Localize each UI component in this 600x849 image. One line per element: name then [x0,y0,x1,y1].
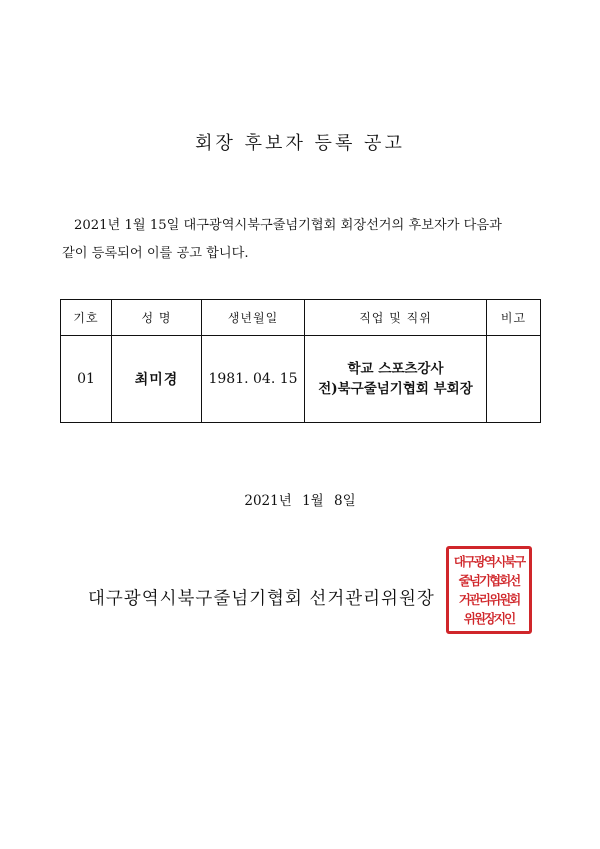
official-seal [446,546,532,634]
notice-text [62,212,540,268]
header-note: 비고 [487,300,541,336]
cell-note [487,336,541,423]
header-number: 기호 [61,300,112,336]
page-title: 회장 후보자 등록 공고 [195,133,405,154]
header-job: 직업 및 직위 [305,300,487,336]
notice-line-1: 2021년 1월 15일 대구광역시북구줄넘기협회 회장선거의 후보자가 다음과 [74,218,502,233]
cell-number: 01 [61,336,112,423]
notice-date: 2021년 1월 8일 [244,493,356,509]
seal-line-2: 줄넘기협회선 [458,573,520,588]
seal-line-4: 위원장지인 [463,611,515,626]
table-row [61,336,541,423]
notice-line-2: 같이 등록되어 이를 공고 합니다. [62,246,249,261]
issuer-name: 대구광역시북구줄넘기협회 선거관리위원장 [88,589,435,609]
job-line-1: 학교 스포츠강사 [347,361,444,377]
cell-name: 최미경 [112,336,202,423]
candidate-table [60,299,541,423]
cell-job [305,336,487,423]
job-line-2: 전)북구줄넘기협회 부회장 [318,381,473,397]
table-header-row [61,300,541,336]
header-name: 성 명 [112,300,202,336]
seal-line-3: 거관리위원회 [458,592,520,607]
header-birth: 생년월일 [202,300,305,336]
cell-birth: 1981. 04. 15 [202,336,305,423]
seal-line-1: 대구광역시북구 [453,554,525,569]
